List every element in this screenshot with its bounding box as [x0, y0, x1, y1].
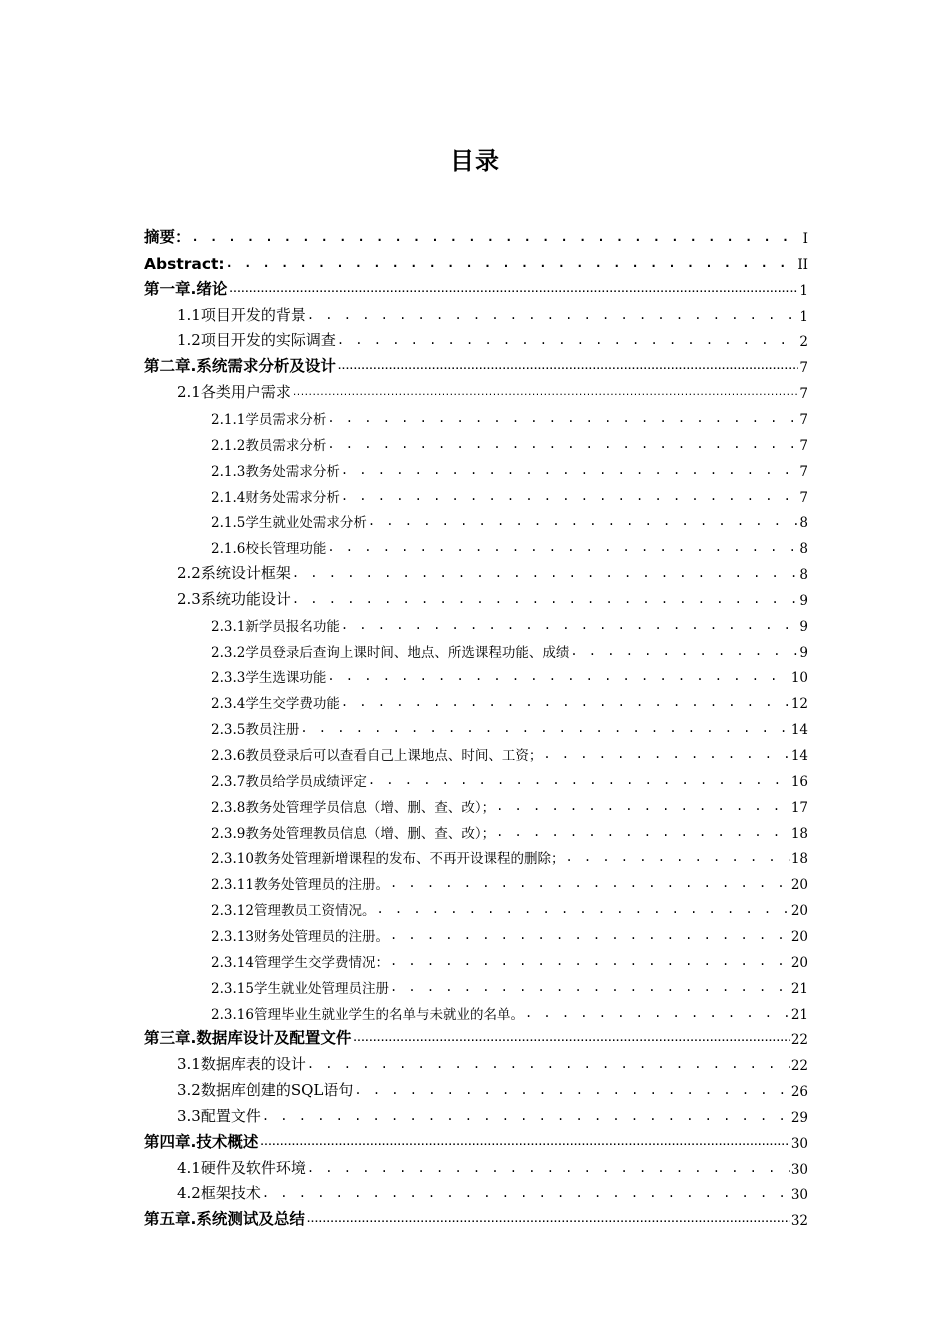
toc-leader-dots: [525, 1006, 790, 1020]
toc-entry[interactable]: [144, 686, 808, 712]
toc-entry-label: 2.3.14管理学生交学费情况：: [211, 954, 389, 971]
toc-entry-page-number: 7: [799, 411, 808, 428]
toc-leader-dots: [300, 721, 789, 735]
toc-leader-dots: [292, 592, 799, 606]
toc-entry[interactable]: [144, 1022, 808, 1048]
toc-entry[interactable]: [144, 1203, 808, 1229]
toc-entry-page-number: 7: [799, 489, 808, 506]
toc-entry[interactable]: [144, 402, 808, 428]
toc-entry-page-number: 8: [799, 515, 808, 532]
toc-entry-page-number: 30: [790, 1161, 808, 1178]
toc-entry[interactable]: [144, 660, 808, 686]
toc-entry[interactable]: [144, 247, 808, 273]
toc-leader-dots: [307, 308, 799, 322]
toc-entry-label: 1.1项目开发的背景: [177, 305, 306, 324]
toc-entry[interactable]: [144, 505, 808, 531]
toc-entry-page-number: 20: [790, 954, 808, 971]
toc-entry-page-number: 21: [790, 1006, 808, 1023]
toc-leader-dots: [327, 437, 798, 451]
toc-leader-dots: [337, 362, 799, 372]
toc-entry[interactable]: [144, 1177, 808, 1203]
toc-entry[interactable]: [144, 841, 808, 867]
toc-entry[interactable]: [144, 712, 808, 738]
toc-entry-page-number: 32: [790, 1213, 808, 1230]
toc-entry-label: 2.3.5教员注册: [211, 722, 300, 739]
toc-entry-label: 2.3.8教务处管理学员信息（增、删、查、改）；: [211, 799, 496, 816]
toc-entry-label: 3.1数据库表的设计: [177, 1055, 306, 1074]
toc-entry[interactable]: [144, 531, 808, 557]
toc-entry-label: 2.1.4财务处需求分析: [211, 489, 340, 506]
toc-leader-dots: [292, 388, 799, 398]
toc-entry-page-number: 1: [799, 282, 808, 299]
toc-entry[interactable]: [144, 971, 808, 997]
toc-entry-label: 2.1.2教员需求分析: [211, 437, 327, 454]
toc-leader-dots: [327, 669, 789, 683]
toc-entry-page-number: 7: [799, 360, 808, 377]
toc-entry-label: 3.3配置文件: [177, 1106, 261, 1125]
toc-leader-dots: [352, 1034, 789, 1044]
toc-entry-page-number: 2: [799, 334, 808, 351]
toc-leader-dots: [390, 980, 790, 994]
toc-entry[interactable]: [144, 1126, 808, 1152]
toc-entry-page-number: 7: [799, 437, 808, 454]
toc-entry-page-number: 12: [790, 696, 808, 713]
toc-entry-page-number: 16: [790, 773, 808, 790]
toc-entry[interactable]: [144, 454, 808, 480]
toc-leader-dots: [327, 540, 798, 554]
toc-entry[interactable]: [144, 1048, 808, 1074]
toc-leader-dots: [327, 411, 798, 425]
toc-leader-dots: [390, 876, 790, 890]
toc-leader-dots: [341, 489, 799, 503]
toc-entry-label: 2.3.4学生交学费功能: [211, 696, 340, 713]
toc-leader-dots: [390, 928, 790, 942]
toc-entry-page-number: 14: [790, 722, 808, 739]
toc-entry[interactable]: [144, 816, 808, 842]
toc-entry-label: 2.3.1新学员报名功能: [211, 618, 340, 635]
toc-leader-dots: [341, 463, 799, 477]
toc-leader-dots: [570, 644, 798, 658]
toc-entry[interactable]: [144, 945, 808, 971]
toc-leader-dots: [259, 1138, 789, 1148]
toc-entry-page-number: 10: [790, 670, 808, 687]
toc-entry-label: 4.2框架技术: [177, 1184, 261, 1203]
toc-entry[interactable]: [144, 273, 808, 299]
toc-entry[interactable]: [144, 324, 808, 350]
toc-leader-dots: [307, 1057, 790, 1071]
toc-leader-dots: [306, 1215, 790, 1225]
toc-entry[interactable]: [144, 480, 808, 506]
toc-entry-page-number: 18: [790, 851, 808, 868]
toc-leader-dots: [341, 618, 799, 632]
toc-entry-label: 2.1.5学生就业处需求分析: [211, 515, 367, 532]
toc-entry-page-number: 7: [799, 463, 808, 480]
toc-entry-label: 2.3.11教务处管理员的注册。: [211, 877, 389, 894]
toc-entry-page-number: 20: [790, 877, 808, 894]
toc-entry-label: 第五章.系统测试及总结: [144, 1210, 305, 1229]
toc-entry[interactable]: [144, 557, 808, 583]
toc-leader-dots: [496, 799, 790, 813]
toc-leader-dots: [543, 747, 789, 761]
toc-entry-page-number: 14: [790, 748, 808, 764]
toc-entry-page-number: 8: [799, 567, 808, 584]
toc-leader-dots: [262, 1186, 790, 1200]
toc-entry[interactable]: [144, 635, 808, 661]
toc-leader-dots: [307, 1161, 790, 1175]
toc-entry-page-number: 26: [790, 1084, 808, 1101]
toc-entry-label: 2.2系统设计框架: [177, 564, 291, 583]
toc-entry-label: 2.1.6校长管理功能: [211, 541, 327, 558]
toc-entry-page-number: 9: [799, 618, 808, 635]
toc-entry-page-number: II: [797, 256, 808, 273]
toc-entry[interactable]: [144, 221, 808, 247]
toc-entry[interactable]: [144, 764, 808, 790]
toc-entry-page-number: 30: [790, 1187, 808, 1204]
toc-entry[interactable]: [144, 1100, 808, 1126]
toc-entry-label: 4.1硬件及软件环境: [177, 1158, 306, 1177]
toc-entry-page-number: 20: [790, 903, 808, 920]
toc-entry-label: 2.3.10教务处管理新增课程的发布、不再开设课程的删除；: [211, 851, 565, 868]
toc-entry-page-number: 1: [799, 308, 808, 325]
toc-entry[interactable]: [144, 376, 808, 402]
toc-entry-label: 2.3.15学生就业处管理员注册: [211, 980, 389, 997]
toc-entry-page-number: 30: [790, 1135, 808, 1152]
toc-entry-label: 第三章.数据库设计及配置文件: [144, 1029, 352, 1048]
toc-entry[interactable]: [144, 919, 808, 945]
toc-entry[interactable]: [144, 299, 808, 325]
toc-leader-dots: [337, 333, 799, 347]
toc-entry-label: 2.3系统功能设计: [177, 589, 291, 608]
toc-entry-label: 第一章.绪论: [144, 279, 228, 298]
toc-leader-dots: [565, 850, 789, 864]
toc-leader-dots: [368, 514, 799, 528]
toc-entry[interactable]: [144, 790, 808, 816]
toc-entry[interactable]: [144, 1152, 808, 1178]
toc-leader-dots: [228, 285, 798, 295]
toc-entry-label: 2.3.9教务处管理教员信息（增、删、查、改）；: [211, 825, 496, 842]
toc-entry[interactable]: [144, 428, 808, 454]
toc-entry[interactable]: [144, 1074, 808, 1100]
toc-entry[interactable]: [144, 350, 808, 376]
toc-entry-page-number: 9: [799, 592, 808, 609]
toc-entry[interactable]: [144, 609, 808, 635]
toc-leader-dots: [390, 954, 790, 968]
toc-entry[interactable]: [144, 893, 808, 919]
toc-entry-label: 1.2项目开发的实际调查: [177, 331, 336, 350]
toc-entry-label: 摘要：: [144, 228, 191, 246]
toc-entry-label: 2.3.13财务处管理员的注册。: [211, 928, 389, 945]
toc-entry[interactable]: [144, 583, 808, 609]
toc-entry-label: Abstract:: [144, 254, 225, 273]
toc-entry-page-number: 29: [790, 1109, 808, 1126]
toc-leader-dots: [341, 695, 790, 709]
toc-entry-label: 2.1.1学员需求分析: [211, 411, 327, 428]
page-title: 目录: [450, 147, 500, 175]
toc-entry-label: 第四章.技术概述: [144, 1132, 259, 1151]
toc-entry[interactable]: [144, 738, 808, 764]
toc-entry-page-number: 17: [790, 799, 808, 816]
toc-entry-page-number: 9: [799, 644, 808, 661]
toc-leader-dots: [226, 256, 797, 270]
toc-leader-dots: [496, 825, 790, 839]
toc-entry-label: 2.3.12管理教员工资情况。: [211, 903, 376, 920]
toc-leader-dots: [262, 1109, 790, 1123]
toc-entry-label: 第二章.系统需求分析及设计: [144, 357, 336, 376]
toc-leader-dots: [354, 1083, 789, 1097]
toc-entry-label: 3.2数据库创建的SQL语句: [177, 1081, 354, 1100]
toc-entry-label: 2.1各类用户需求: [177, 383, 291, 402]
toc-entry-page-number: 18: [790, 825, 808, 842]
toc-entry-label: 2.3.16管理毕业生就业学生的名单与未就业的名单。: [211, 1006, 524, 1023]
toc-entry-label: 2.3.6教员登录后可以查看自己上课地点、时间、工资；: [211, 748, 543, 764]
toc-entry-page-number: 8: [799, 541, 808, 558]
toc-entry[interactable]: [144, 867, 808, 893]
toc-leader-dots: [292, 566, 799, 580]
toc-entry-label: 2.3.3学生选课功能: [211, 670, 327, 687]
toc-entry-page-number: 22: [790, 1058, 808, 1075]
toc-leader-dots: [376, 902, 789, 916]
toc-entry-page-number: I: [802, 231, 808, 247]
toc-entry-page-number: 7: [799, 386, 808, 403]
toc-entry-label: 2.1.3教务处需求分析: [211, 463, 340, 480]
toc-entry[interactable]: [144, 997, 808, 1023]
toc-entry-page-number: 21: [790, 980, 808, 997]
toc-entry-page-number: 22: [790, 1032, 808, 1049]
toc-entry-label: 2.3.2学员登录后查询上课时间、地点、所选课程功能、成绩: [211, 644, 570, 661]
toc-entry-page-number: 20: [790, 928, 808, 945]
toc-leader-dots: [192, 230, 802, 244]
toc-entry-label: 2.3.7教员给学员成绩评定: [211, 773, 367, 790]
toc-leader-dots: [368, 773, 790, 787]
